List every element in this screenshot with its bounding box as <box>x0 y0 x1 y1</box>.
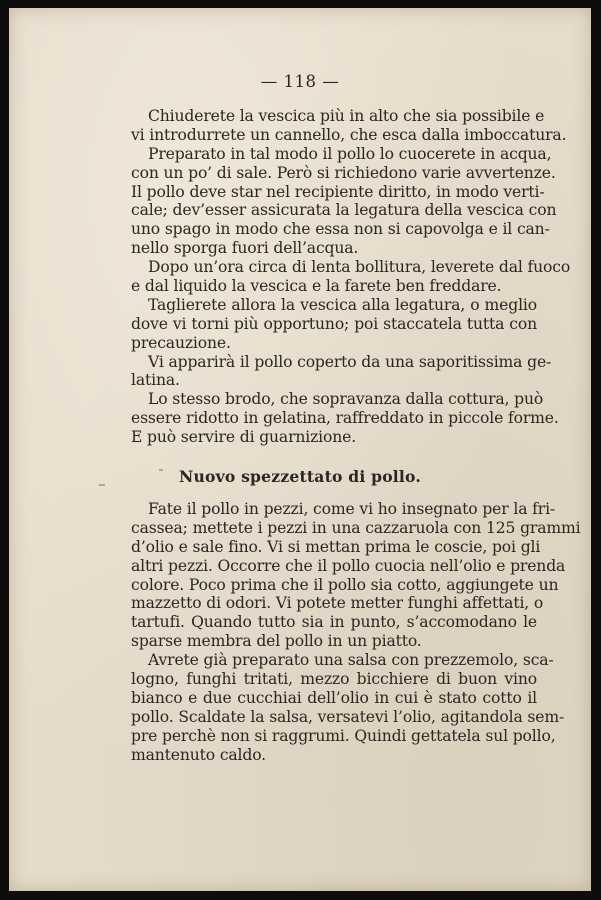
text-line: e dal liquido la vescica e la farete ben freddare. <box>131 277 502 296</box>
text-line: bianco e due cucchiai dell’olio in cui è stato cotto il <box>131 688 537 707</box>
text-line: uno spago in modo che essa non si capovolga e il can- <box>131 220 550 239</box>
text-line: logno, funghi tritati, mezzo bicchiere di buon vino <box>131 670 537 689</box>
text-line: altri pezzi. Occorre che il pollo cuocia nell’olio e prenda <box>131 556 566 575</box>
text-line: pollo. Scaldate la salsa, versatevi l’olio, agitandola sem- <box>131 707 565 726</box>
text-line: pre perchè non si raggrumi. Quindi gettatela sul pollo, <box>131 726 556 745</box>
text-line: precauzione. <box>131 333 231 352</box>
text-line: essere ridotto in gelatina, raffreddato in piccole forme. <box>131 409 559 428</box>
text-line: Il pollo deve star nel recipiente diritto, in modo verti- <box>131 182 545 201</box>
text-line: tartufi. Quando tutto sia in punto, s’accomodano le <box>131 613 537 632</box>
book-page <box>9 8 591 891</box>
text-line: colore. Poco prima che il pollo sia cotto, aggiungete un <box>131 575 559 594</box>
text-line: E può servire di guarnizione. <box>131 428 357 447</box>
text-line: vi introdurrete un cannello, che esca dalla imboccatura. <box>131 125 567 144</box>
text-line: mantenuto caldo. <box>131 745 266 764</box>
text-line: Dopo un’ora circa di lenta bollitura, leverete dal fuoco <box>148 258 571 277</box>
page-number: — 118 — <box>260 72 340 91</box>
text-line: sparse membra del pollo in un piatto. <box>131 632 422 651</box>
text-line: dove vi torni più opportuno; poi staccatela tutta con <box>131 314 537 333</box>
text-line: Fate il pollo in pezzi, come vi ho insegnato per la fri- <box>148 500 556 518</box>
text-line: cassea; mettete i pezzi in una cazzaruola con 125 grammi <box>131 518 581 537</box>
recipe-heading: Nuovo spezzettato di pollo. <box>178 467 422 486</box>
text-line: d’olio e sale fino. Vi si mettan prima le coscie, poi gli <box>131 537 541 556</box>
paper-speck <box>159 469 163 471</box>
text-line: cale; dev’esser assicurata la legatura della vescica con <box>131 201 557 220</box>
text-line: latina. <box>131 371 180 390</box>
text-line: con un po’ di sale. Però si richiedono varie avvertenze. <box>131 163 556 182</box>
text-line: nello sporga fuori dell’acqua. <box>131 239 359 258</box>
text-line: Avrete già preparato una salsa con prezzemolo, sca- <box>148 651 554 670</box>
text-block-gelatina <box>131 107 571 447</box>
text-line: Chiuderete la vescica più in alto che sia possibile e <box>148 107 545 125</box>
text-line: mazzetto di odori. Vi potete metter funghi affettati, o <box>131 594 544 613</box>
text-line: Taglierete allora la vescica alla legatura, o meglio <box>148 295 537 314</box>
text-line: Lo stesso brodo, che sopravanza dalla cottura, può <box>148 390 544 409</box>
text-block-spezzettato <box>131 500 581 764</box>
text-line: Vi apparirà il pollo coperto da una saporitissima ge- <box>148 352 552 371</box>
paper-speck <box>99 484 105 486</box>
text-line: Preparato in tal modo il pollo lo cuocerete in acqua, <box>148 144 552 163</box>
